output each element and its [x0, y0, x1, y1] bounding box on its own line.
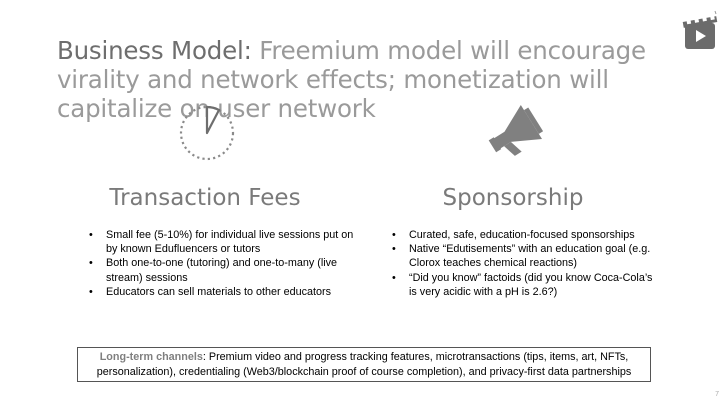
transaction-fees-list — [84, 228, 354, 299]
page-number: 7 — [715, 391, 719, 398]
film-icon — [681, 10, 721, 52]
list-item: • Native “Edutisements” with an education goal (e.g. Clorox teaches chemical reactions) — [387, 242, 662, 270]
sponsorship-heading: Sponsorship — [442, 185, 584, 211]
sponsorship-list — [387, 228, 662, 299]
list-item: • Educators can sell materials to other educators — [84, 285, 354, 299]
clock-icon — [178, 104, 236, 162]
list-item: • Small fee (5-10%) for individual live sessions put on by known Edufluencers or tutors — [84, 228, 354, 256]
list-item: • Curated, safe, education-focused sponsorships — [387, 228, 662, 242]
long-term-channels-box — [77, 347, 651, 382]
transaction-fees-heading: Transaction Fees — [109, 185, 301, 211]
megaphone-icon — [484, 101, 550, 161]
title-lead: Business Model: — [57, 36, 252, 65]
list-item: • Both one-to-one (tutoring) and one-to-many (live stream) sessions — [84, 256, 354, 284]
title-rest: Freemium model will encourage virality and network effects; monetization will capitalize on user network — [57, 36, 646, 123]
long-term-label: Long-term channels — [99, 351, 203, 363]
long-term-text: : Premium video and progress tracking features, microtransactions (tips, items, art, NFTs, personalization), credentialing (Web3/blockchain proof of course completion), and privacy-first data partnerships — [96, 351, 632, 378]
slide-title — [57, 36, 677, 123]
list-item: • “Did you know” factoids (did you know Coca-Cola’s is very acidic with a pH is 2.6?) — [387, 271, 662, 299]
